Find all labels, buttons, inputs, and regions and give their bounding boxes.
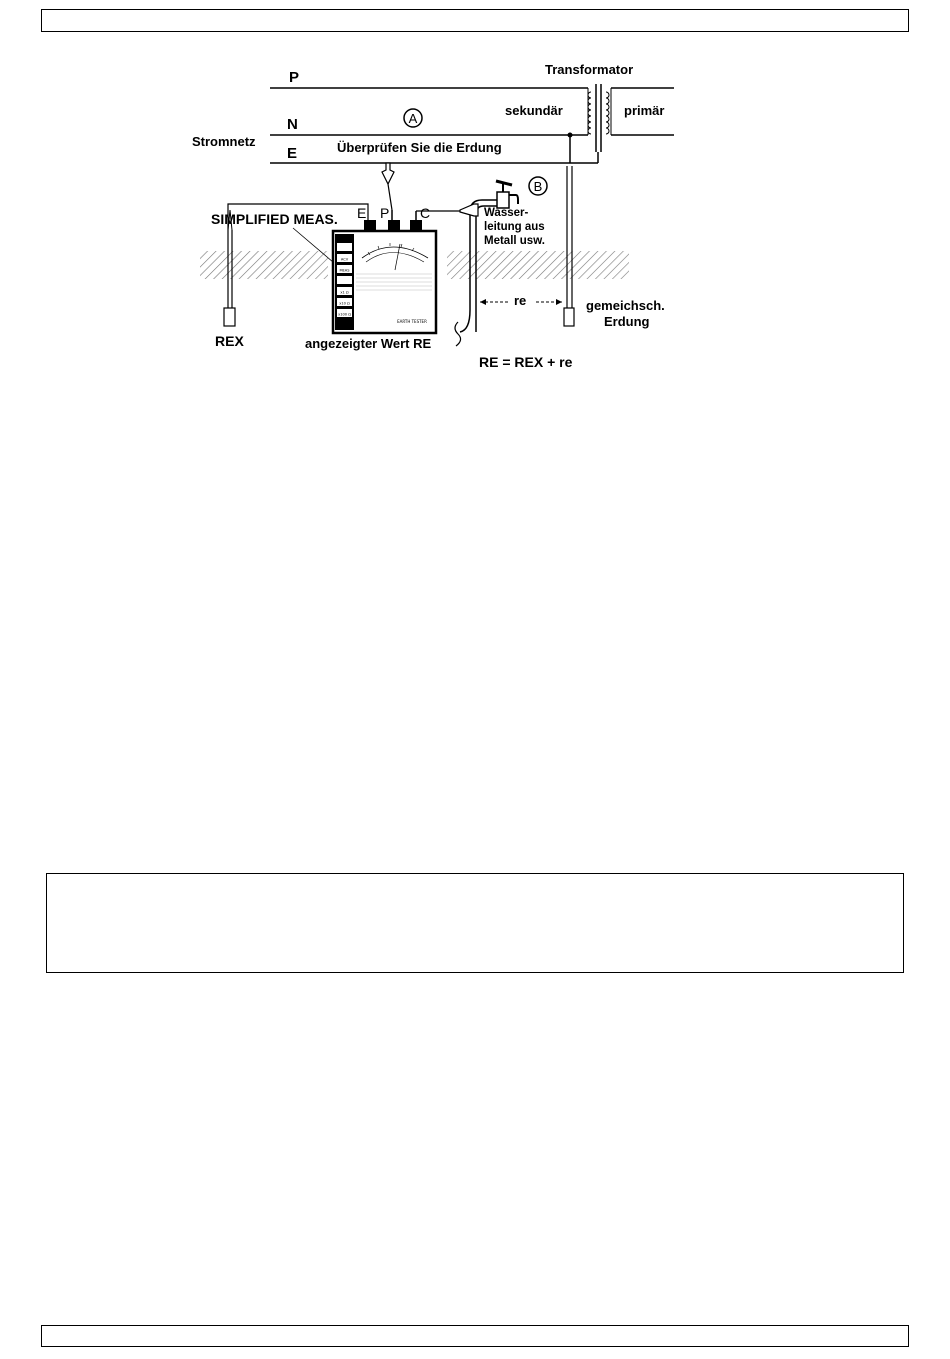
earth-measurement-diagram [0, 0, 950, 400]
label-terminal-p: P [380, 205, 390, 221]
common-earth-rod [564, 166, 574, 326]
label-check-earth: Überprüfen Sie die Erdung [337, 140, 502, 155]
label-marker-a: A [408, 111, 418, 126]
earth-tester-device [333, 220, 436, 333]
label-terminal-e: E [357, 205, 367, 221]
pipe-clamp-icon [460, 204, 478, 216]
label-water-pipe-3: Metall usw. [484, 235, 545, 247]
label-formula: RE = REX + re [479, 354, 573, 370]
label-marker-b: B [533, 179, 543, 194]
note-box [46, 873, 904, 973]
label-mains: Stromnetz [192, 134, 256, 149]
transformer-icon [588, 84, 611, 152]
label-water-pipe-1: Wasser- [484, 207, 529, 219]
ground-hatch-right [447, 251, 629, 279]
label-simplified-meas: SIMPLIFIED MEAS. [211, 211, 338, 227]
label-re-distance: re [514, 293, 527, 308]
page-footer-bar [41, 1325, 909, 1347]
label-indicated-value: angezeigter Wert RE [305, 336, 432, 351]
label-line-n: N [287, 116, 298, 133]
svg-text:x100 Ω: x100 Ω [338, 312, 351, 317]
ground-hatch-left [200, 251, 328, 279]
label-line-e: E [287, 145, 298, 162]
label-common-earth-2: Erdung [604, 314, 650, 329]
svg-text:x1 Ω: x1 Ω [340, 290, 349, 295]
label-primary: primär [624, 103, 665, 118]
label-transformer: Transformator [545, 62, 634, 77]
label-terminal-c: C [420, 205, 431, 221]
svg-text:EARTH TESTER: EARTH TESTER [397, 319, 427, 324]
svg-text:MEAS: MEAS [339, 268, 350, 273]
label-common-earth-1: gemeichsch. [586, 298, 665, 313]
water-tap-icon [496, 181, 518, 208]
label-secondary: sekundär [505, 103, 563, 118]
label-rex: REX [215, 333, 244, 349]
label-line-p: P [289, 69, 300, 86]
svg-text:ACV: ACV [340, 257, 349, 262]
svg-text:x10 Ω: x10 Ω [339, 301, 350, 306]
label-water-pipe-2: leitung aus [484, 221, 545, 233]
